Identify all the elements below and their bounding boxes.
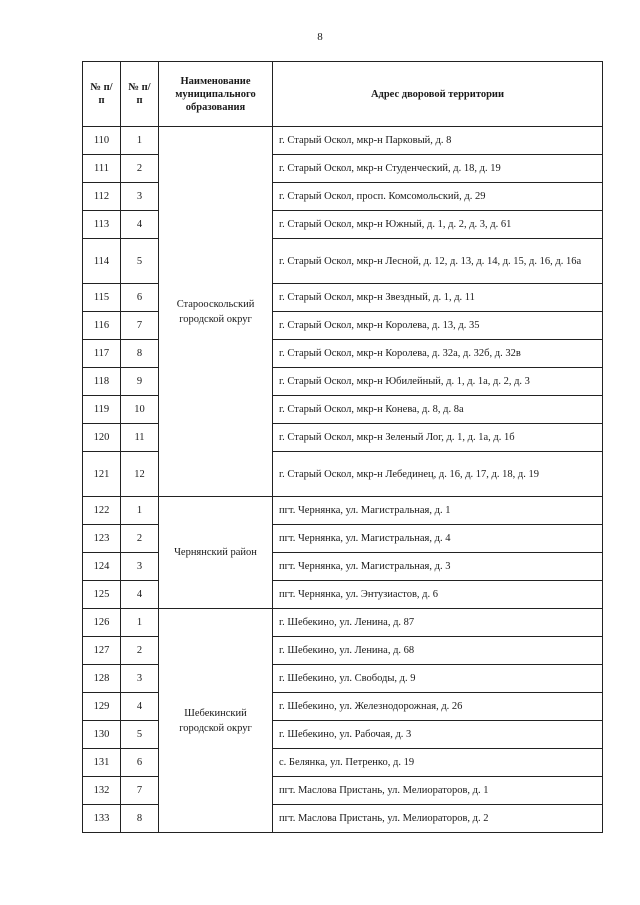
address-cell: пгт. Маслова Пристань, ул. Мелиораторов, д. 2 xyxy=(273,805,603,833)
table-header-row xyxy=(83,62,603,127)
row-number: 123 xyxy=(83,525,121,553)
page-number: 8 xyxy=(317,31,323,43)
row-sub-number: 1 xyxy=(121,609,159,637)
row-number: 132 xyxy=(83,777,121,805)
row-number: 121 xyxy=(83,452,121,497)
row-number: 120 xyxy=(83,424,121,452)
row-sub-number: 9 xyxy=(121,368,159,396)
row-number: 126 xyxy=(83,609,121,637)
table-body xyxy=(83,127,603,833)
address-cell: пгт. Маслова Пристань, ул. Мелиораторов, д. 1 xyxy=(273,777,603,805)
address-cell: г. Шебекино, ул. Ленина, д. 87 xyxy=(273,609,603,637)
row-sub-number: 5 xyxy=(121,721,159,749)
row-number: 110 xyxy=(83,127,121,155)
row-number: 130 xyxy=(83,721,121,749)
row-sub-number: 11 xyxy=(121,424,159,452)
row-sub-number: 10 xyxy=(121,396,159,424)
address-cell: г. Старый Оскол, мкр-н Южный, д. 1, д. 2, д. 3, д. 61 xyxy=(273,211,603,239)
row-number: 129 xyxy=(83,693,121,721)
address-cell: пгт. Чернянка, ул. Магистральная, д. 3 xyxy=(273,553,603,581)
row-number: 122 xyxy=(83,497,121,525)
row-sub-number: 3 xyxy=(121,553,159,581)
row-number: 131 xyxy=(83,749,121,777)
address-cell: г. Старый Оскол, мкр-н Лебединец, д. 16, д. 17, д. 18, д. 19 xyxy=(273,452,603,497)
municipality-cell: Шебекинский городской округ xyxy=(159,609,273,833)
address-cell: пгт. Чернянка, ул. Магистральная, д. 1 xyxy=(273,497,603,525)
row-sub-number: 4 xyxy=(121,693,159,721)
row-number: 111 xyxy=(83,155,121,183)
courtyard-address-table xyxy=(82,61,603,833)
address-cell: г. Старый Оскол, мкр-н Зеленый Лог, д. 1, д. 1а, д. 1б xyxy=(273,424,603,452)
address-cell: г. Старый Оскол, мкр-н Студенческий, д. 18, д. 19 xyxy=(273,155,603,183)
header-sub-num: № п/п xyxy=(121,62,159,127)
header-num: № п/п xyxy=(83,62,121,127)
row-sub-number: 1 xyxy=(121,497,159,525)
row-sub-number: 6 xyxy=(121,284,159,312)
row-number: 112 xyxy=(83,183,121,211)
table-row xyxy=(83,497,603,525)
row-number: 127 xyxy=(83,637,121,665)
row-number: 118 xyxy=(83,368,121,396)
municipality-cell: Старооскольский городской округ xyxy=(159,127,273,497)
header-address: Адрес дворовой территории xyxy=(273,62,603,127)
address-cell: пгт. Чернянка, ул. Магистральная, д. 4 xyxy=(273,525,603,553)
row-sub-number: 1 xyxy=(121,127,159,155)
row-sub-number: 2 xyxy=(121,155,159,183)
row-sub-number: 6 xyxy=(121,749,159,777)
table-row xyxy=(83,609,603,637)
header-municipality: Наименование муниципального образования xyxy=(159,62,273,127)
row-number: 133 xyxy=(83,805,121,833)
address-cell: г. Шебекино, ул. Рабочая, д. 3 xyxy=(273,721,603,749)
address-cell: г. Старый Оскол, мкр-н Юбилейный, д. 1, д. 1а, д. 2, д. 3 xyxy=(273,368,603,396)
row-number: 114 xyxy=(83,239,121,284)
row-sub-number: 3 xyxy=(121,183,159,211)
address-cell: г. Шебекино, ул. Железнодорожная, д. 26 xyxy=(273,693,603,721)
row-number: 117 xyxy=(83,340,121,368)
row-sub-number: 2 xyxy=(121,637,159,665)
row-sub-number: 4 xyxy=(121,581,159,609)
address-cell: г. Шебекино, ул. Свободы, д. 9 xyxy=(273,665,603,693)
row-sub-number: 7 xyxy=(121,777,159,805)
address-cell: г. Старый Оскол, мкр-н Лесной, д. 12, д. 13, д. 14, д. 15, д. 16, д. 16а xyxy=(273,239,603,284)
address-cell: г. Старый Оскол, мкр-н Королева, д. 13, д. 35 xyxy=(273,312,603,340)
address-cell: пгт. Чернянка, ул. Энтузиастов, д. 6 xyxy=(273,581,603,609)
address-cell: г. Шебекино, ул. Ленина, д. 68 xyxy=(273,637,603,665)
row-number: 113 xyxy=(83,211,121,239)
address-cell: г. Старый Оскол, мкр-н Звездный, д. 1, д. 11 xyxy=(273,284,603,312)
row-sub-number: 8 xyxy=(121,340,159,368)
row-sub-number: 3 xyxy=(121,665,159,693)
row-sub-number: 5 xyxy=(121,239,159,284)
row-number: 124 xyxy=(83,553,121,581)
row-number: 128 xyxy=(83,665,121,693)
address-cell: г. Старый Оскол, мкр-н Королева, д. 32а, д. 32б, д. 32в xyxy=(273,340,603,368)
row-sub-number: 8 xyxy=(121,805,159,833)
address-cell: г. Старый Оскол, мкр-н Парковый, д. 8 xyxy=(273,127,603,155)
address-cell: г. Старый Оскол, просп. Комсомольский, д. 29 xyxy=(273,183,603,211)
address-cell: г. Старый Оскол, мкр-н Конева, д. 8, д. 8а xyxy=(273,396,603,424)
row-sub-number: 12 xyxy=(121,452,159,497)
row-sub-number: 2 xyxy=(121,525,159,553)
row-number: 125 xyxy=(83,581,121,609)
row-sub-number: 4 xyxy=(121,211,159,239)
municipality-cell: Чернянский район xyxy=(159,497,273,609)
row-number: 116 xyxy=(83,312,121,340)
row-number: 115 xyxy=(83,284,121,312)
row-sub-number: 7 xyxy=(121,312,159,340)
row-number: 119 xyxy=(83,396,121,424)
table-row xyxy=(83,127,603,155)
address-cell: с. Белянка, ул. Петренко, д. 19 xyxy=(273,749,603,777)
